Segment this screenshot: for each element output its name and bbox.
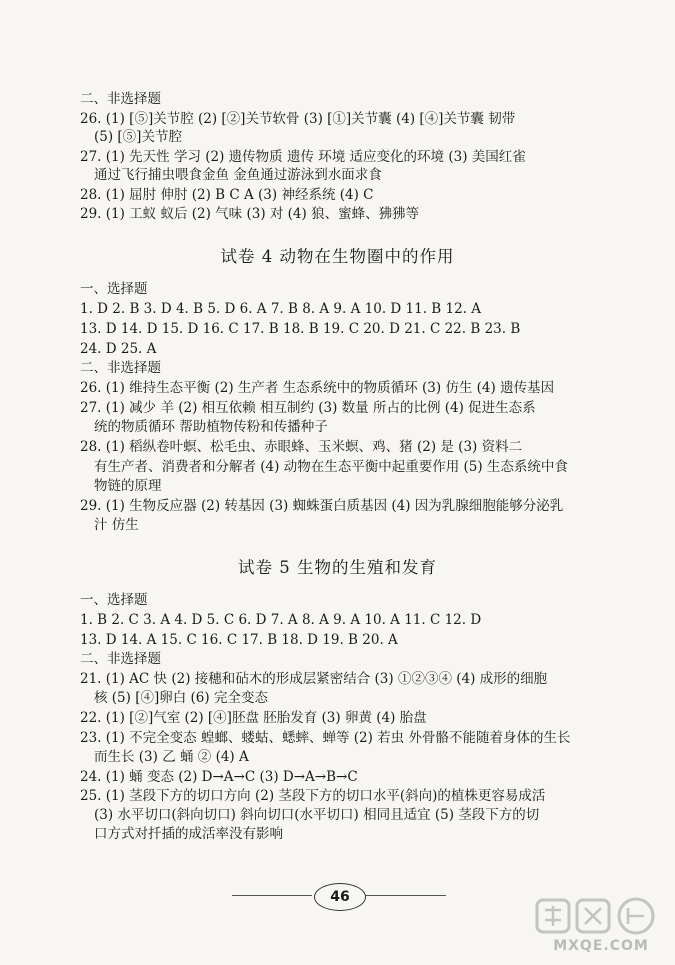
answer-line: 统的物质循环 帮助植物传粉和传播种子 xyxy=(94,419,328,435)
answer-line: 27. (1) 减少 羊 (2) 相互依赖 相互制约 (3) 数量 所占的比例 (4) 促进生态系 xyxy=(80,400,536,416)
answer-line: (5) [⑤]关节腔 xyxy=(94,129,182,145)
test4-title: 试卷 4 动物在生物圈中的作用 xyxy=(220,247,455,266)
answer-line: 13. D 14. A 15. C 16. C 17. B 18. D 19. B 20. A xyxy=(80,632,398,648)
answer-line: 通过飞行捕虫喂食金鱼 金鱼通过游泳到水面求食 xyxy=(94,167,382,183)
answer-line: 13. D 14. D 15. D 16. C 17. B 18. B 19. C 20. D 21. C 22. B 23. B xyxy=(80,321,521,337)
section-heading: 二、非选择题 xyxy=(80,651,161,667)
test5-title: 试卷 5 生物的生殖和发育 xyxy=(238,558,437,577)
answer-line: 26. (1) [⑤]关节腔 (2) [②]关节软骨 (3) [①]关节囊 (4) [④]关节囊 韧带 xyxy=(80,111,516,127)
answer-line: 25. (1) 茎段下方的切口方向 (2) 茎段下方的切口水平(斜向)的植株更容易成活 xyxy=(80,788,546,804)
page-number: 46 xyxy=(314,883,366,911)
answer-line: 汁 仿生 xyxy=(94,517,139,533)
section-heading: 二、非选择题 xyxy=(80,360,161,376)
answer-line: 物链的原理 xyxy=(94,478,162,494)
section-heading: 一、选择题 xyxy=(80,281,148,297)
answer-line: 核 (5) [④]卵白 (6) 完全变态 xyxy=(94,690,268,706)
answer-line: 24. D 25. A xyxy=(80,341,157,357)
answer-line: 29. (1) 工蚁 蚁后 (2) 气味 (3) 对 (4) 狼、蜜蜂、狒狒等 xyxy=(80,206,420,222)
answer-line: 22. (1) [②]气室 (2) [④]胚盘 胚胎发育 (3) 卵黄 (4) 胎盘 xyxy=(80,710,427,726)
answer-line: 26. (1) 维持生态平衡 (2) 生产者 生态系统中的物质循环 (3) 仿生 (4) 遗传基因 xyxy=(80,380,555,396)
answer-line: 21. (1) AC 快 (2) 接穗和砧木的形成层紧密结合 (3) ①②③④ (4) 成形的细胞 xyxy=(80,671,548,687)
answer-line: 1. D 2. B 3. D 4. B 5. D 6. A 7. B 8. A 9. A 10. D 11. B 12. A xyxy=(80,301,482,317)
section-heading: 一、选择题 xyxy=(80,592,148,608)
footer-rule-right xyxy=(366,895,446,896)
watermark-logo-icon xyxy=(533,894,663,938)
answer-line: 29. (1) 生物反应器 (2) 转基因 (3) 蜘蛛蛋白质基因 (4) 因为乳腺细胞能够分泌乳 xyxy=(80,498,564,514)
answer-line: 口方式对扦插的成活率没有影响 xyxy=(94,826,283,842)
watermark xyxy=(533,894,663,960)
answer-line: 24. (1) 蛹 变态 (2) D→A→C (3) D→A→B→C xyxy=(80,769,358,785)
answer-line: 1. B 2. C 3. A 4. D 5. C 6. D 7. A 8. A 9. A 10. A 11. C 12. D xyxy=(80,612,482,628)
answer-line: 有生产者、消费者和分解者 (4) 动物在生态平衡中起重要作用 (5) 生态系统中食 xyxy=(94,459,568,475)
answer-line: (3) 水平切口(斜向切口) 斜向切口(水平切口) 相同且适宜 (5) 茎段下方的切 xyxy=(94,807,540,823)
answer-line: 27. (1) 先天性 学习 (2) 遗传物质 遗传 环境 适应变化的环境 (3) 美国红雀 xyxy=(80,149,526,165)
answer-line: 而生长 (3) 乙 蛹 ② (4) A xyxy=(94,749,249,765)
answer-line: 28. (1) 稻纵卷叶螟、松毛虫、赤眼蜂、玉米螟、鸡、猪 (2) 是 (3) 资料二 xyxy=(80,439,523,455)
section-heading: 二、非选择题 xyxy=(80,91,161,107)
answer-line: 23. (1) 不完全变态 蝗螂、蝼蛄、蟋蟀、蝉等 (2) 若虫 外骨骼不能随着身体的生长 xyxy=(80,730,571,746)
answer-line: 28. (1) 屈肘 伸肘 (2) B C A (3) 神经系统 (4) C xyxy=(80,187,374,203)
footer-rule-left xyxy=(232,895,312,896)
watermark-text: MXQE.COM xyxy=(553,938,649,954)
